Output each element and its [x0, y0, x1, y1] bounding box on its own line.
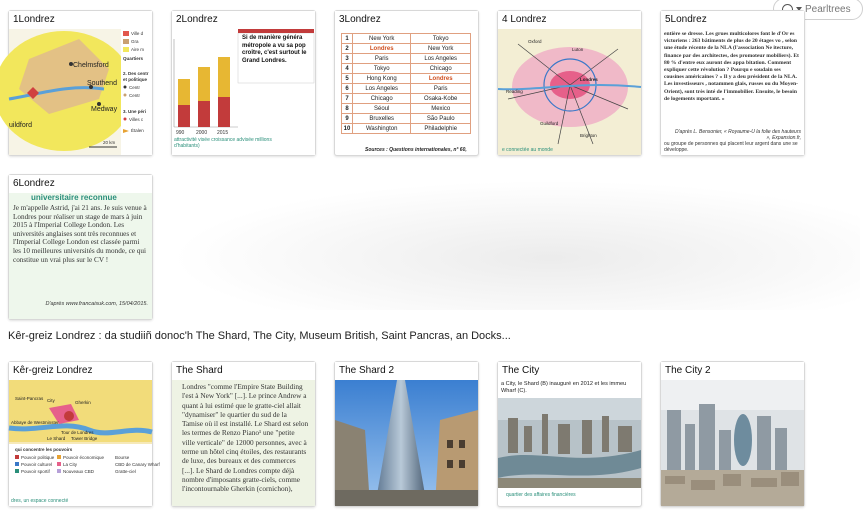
legend-item: 2. Des centr: [123, 71, 149, 76]
rank-cell: 4: [342, 64, 353, 74]
city-cell: Washington: [353, 124, 411, 134]
city-cell: Tokyo: [353, 64, 411, 74]
legend-item: Quartiers: [123, 56, 144, 61]
rank-cell: 1: [342, 34, 353, 44]
legend-item: La City: [63, 462, 78, 467]
legend-item: CBD de Canary Wharf: [115, 462, 160, 467]
pearl-card-4-londrez[interactable]: [497, 10, 642, 156]
legend-item: Bourse: [115, 455, 130, 460]
pearl-card-3londrez[interactable]: [334, 10, 479, 156]
photo-thumbnail: [661, 380, 804, 506]
scale-label: 20 km: [103, 140, 116, 145]
card-title: 2Londrez: [172, 11, 315, 29]
map-label: Londres: [580, 77, 598, 82]
city-cell: New York: [353, 34, 411, 44]
legend-item: Pouvoir politique: [21, 455, 55, 460]
map-footer: dres, un espace connecté: [11, 498, 69, 504]
city-cell: Bruxelles: [353, 114, 411, 124]
card-title: The Shard 2: [335, 362, 478, 380]
rank-cell: 10: [342, 124, 353, 134]
text-thumbnail: [9, 193, 152, 319]
card-title: Kêr-greiz Londrez: [9, 362, 152, 380]
legend-item: Gratte-ciel: [115, 469, 136, 474]
card-title: The Shard: [172, 362, 315, 380]
map-label: Abbaye de Westminster: [11, 420, 59, 425]
city-cell: Chicago: [411, 64, 471, 74]
table-row: [342, 44, 471, 54]
city-cell: Los Angeles: [411, 54, 471, 64]
pearl-card-6londrez[interactable]: [8, 174, 153, 320]
legend-item: Centr: [129, 85, 141, 90]
map-thumbnail: [9, 380, 160, 506]
photo-footer: quartier des affaires financières: [506, 492, 576, 498]
map-label: uildford: [9, 122, 32, 129]
quote-heading: universitaire reconnue: [31, 193, 117, 202]
map-thumbnail: [9, 29, 152, 155]
pearl-card-ker-greiz-londrez[interactable]: [8, 361, 160, 507]
city-cell: Londres: [353, 44, 411, 54]
article-note: ou groupe de personnes qui placent leur argent dans une se développe.: [664, 141, 798, 153]
legend-item: Villes c: [129, 117, 144, 122]
tick-label: 990: [176, 130, 185, 136]
map-label: Gherkin: [75, 400, 91, 405]
rank-cell: 6: [342, 84, 353, 94]
map-label: Medway: [91, 106, 118, 113]
legend-item: Ville d: [131, 31, 144, 36]
pearl-card-the-shard-2[interactable]: [334, 361, 479, 507]
map-footer: e connectée au monde: [502, 147, 553, 153]
rank-cell: 5: [342, 74, 353, 84]
city-cell: Paris: [411, 84, 471, 94]
table-row: [342, 64, 471, 74]
table-source: Sources : Questions internationales, n° 60,: [365, 147, 467, 153]
ranking-table: [341, 33, 471, 134]
legend-item: qui concentre les pouvoirs: [15, 447, 73, 452]
tick-label: 2000: [196, 130, 208, 136]
card-title: 4 Londrez: [498, 11, 641, 29]
pearl-card-1londrez[interactable]: [8, 10, 153, 156]
quote-source: D'après www.francaisuk.com, 15/04/2015.: [45, 301, 148, 307]
map-thumbnail: [498, 29, 641, 155]
map-label: Chelmsford: [73, 62, 109, 69]
table-row: [342, 84, 471, 94]
tick-label: 2015: [217, 130, 229, 136]
chart-callout: Si de manière généra métropole a vu sa pop croître, c'est surtout le Grand Londres.: [242, 35, 307, 64]
background-shadow: [170, 180, 860, 310]
legend-item: Pouvoir sportif: [21, 469, 50, 474]
table-row: [342, 104, 471, 114]
card-title: The City: [498, 362, 641, 380]
legend-item: Gra: [131, 39, 139, 44]
photo-caption: a City, le Shard (B) inauguré en 2012 et les immeu Wharf (C).: [498, 380, 641, 398]
article-author: D'après L. Bensonier, « Royaume-U la folie des hauteurs », Expansion.fr,: [674, 129, 801, 141]
card-title: 1Londrez: [9, 11, 152, 29]
city-cell: Osaka-Kobe: [411, 94, 471, 104]
rank-cell: 2: [342, 44, 353, 54]
map-label: Luton: [572, 47, 584, 52]
rank-cell: 3: [342, 54, 353, 64]
city-cell: Los Angeles: [353, 84, 411, 94]
rank-cell: 8: [342, 104, 353, 114]
map-label: Tour de Londres: [61, 430, 94, 435]
legend-item: Centr: [129, 93, 141, 98]
table-row: [342, 94, 471, 104]
city-cell: São Paulo: [411, 114, 471, 124]
table-row: [342, 54, 471, 64]
legend-item: et politique: [123, 77, 147, 82]
table-row: [342, 74, 471, 84]
card-title: 3Londrez: [335, 11, 478, 29]
legend-item: Aire m: [131, 47, 145, 52]
search-placeholder: Pearltrees: [805, 3, 851, 15]
table-row: [342, 114, 471, 124]
map-label: Saint-Pancras: [15, 396, 44, 401]
quote-text: Je m'appelle Astrid, j'ai 21 ans. Je suis venue à Londres pour réaliser un stage de mars à juin 2015 à l'Imperial College London. Les universités anglaises sont très reconnues et l'Imperial College London est classée parmi les 10 meilleures universités du monde, ce qui constitue un vrai plus sur le CV !: [13, 204, 147, 264]
city-cell: Tokyo: [411, 34, 471, 44]
chart-note: attractivité visée croissance advisée millions d'habitants): [174, 137, 272, 149]
city-cell: Hong Kong: [353, 74, 411, 84]
section-title: Kêr-greiz Londrez : da studiiñ donoc'h The Shard, The City, Museum British, Saint Pancras, an Docks...: [8, 330, 511, 342]
city-cell: Paris: [353, 54, 411, 64]
legend-item: Nouveaux CBD: [63, 469, 95, 474]
table-row: [342, 34, 471, 44]
city-cell: Séoul: [353, 104, 411, 114]
map-label: Reading: [506, 89, 523, 94]
photo-thumbnail: [335, 380, 478, 506]
map-label: Southend: [87, 80, 117, 87]
table-thumbnail: [335, 29, 478, 155]
legend-item: 3. Une péri: [123, 109, 147, 114]
city-cell: Mexico: [411, 104, 471, 114]
chart-thumbnail: [172, 29, 315, 155]
pearl-card-the-city-2[interactable]: [660, 361, 805, 507]
article-text: Londres "comme l'Empire State Building l'est à New York" [...]. Le prince Andrew a quant à lui estimé que le gratte-ciel allait "dynamiser" le quartier du sud de la Tamise où il est installé. Le Shard est selon les termes de Renzo Piano¹ une "petite ville verticale" de 12000 personnes, avec à terme un hôtel cinq étoiles, des restaurants de luxe, des bureaux et des commerces [...]. Le Shard de Londres compte déjà nombre d'imposants gratte-ciels, comme l'incontournable Gherkin (cornichon),: [182, 382, 309, 494]
rank-cell: 9: [342, 114, 353, 124]
city-cell: New York: [411, 44, 471, 54]
table-row: [342, 124, 471, 134]
map-label: Tower Bridge: [71, 436, 98, 441]
map-label: Oxford: [528, 39, 542, 44]
map-label: City: [47, 398, 55, 403]
legend-item: Étalen: [131, 128, 144, 133]
city-cell: Londres: [411, 74, 471, 84]
city-cell: Philadelphie: [411, 124, 471, 134]
pearl-card-2londrez[interactable]: [171, 10, 316, 156]
map-label: Brighton: [580, 133, 597, 138]
rank-cell: 7: [342, 94, 353, 104]
photo-thumbnail: [498, 380, 641, 506]
article-text: entière se dresse. Les grues multicolores font le d'Or es victoriens : 263 bâtiments de plus de 20 étages vo , selon une étude récente de la NLA (l'association Ne itecture, finance par des architectes, des promoteur mobiliers). Et 80 % d'entre eux auront des appa bitation. Comment expliquer cette révolution ? Pourqu e soudain ses cousines américaines ? « Il y a deu président de la NLA. Les investisseurs , notammen glais, russes ou du Moyen-Orient), sont très inté de l'immobilier. Ensuite, le besoin de logements mportant. »: [664, 31, 799, 102]
card-title: 5Londrez: [661, 11, 804, 29]
pearl-card-the-city[interactable]: [497, 361, 642, 507]
pearl-card-5londrez[interactable]: [660, 10, 805, 156]
legend-item: Pouvoir économique: [63, 455, 105, 460]
map-label: Le Shard: [47, 436, 66, 441]
pearl-card-the-shard[interactable]: [171, 361, 316, 507]
map-label: Guildford: [540, 121, 559, 126]
city-cell: Chicago: [353, 94, 411, 104]
legend-item: Pouvoir culturel: [21, 462, 53, 467]
text-thumbnail: [661, 29, 804, 155]
text-thumbnail: [172, 380, 315, 506]
card-title: The City 2: [661, 362, 804, 380]
card-title: 6Londrez: [9, 175, 152, 193]
